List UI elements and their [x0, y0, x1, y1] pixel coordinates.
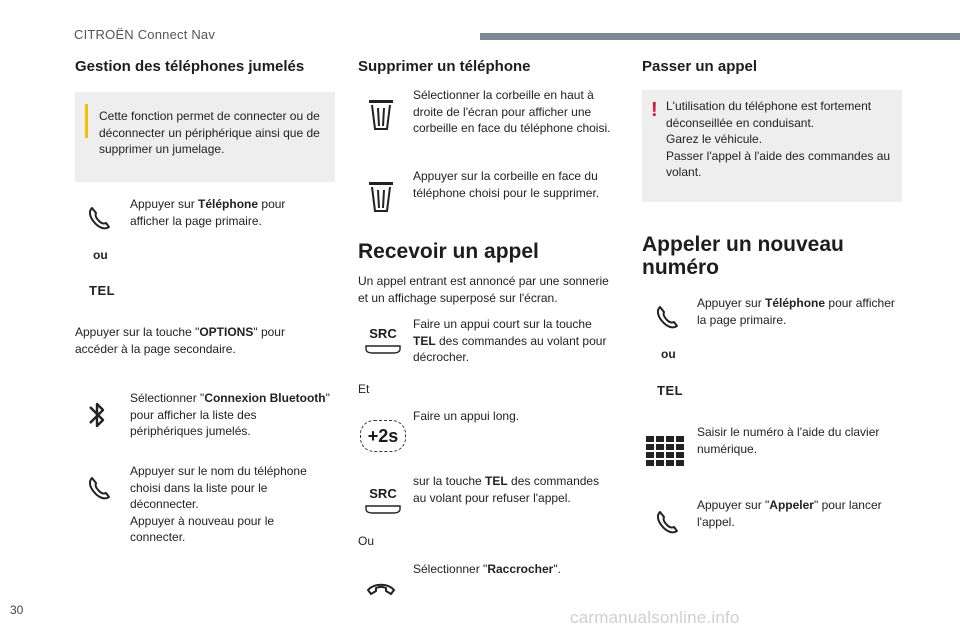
or-label: ou: [93, 248, 108, 262]
src-label: SRC: [369, 326, 397, 341]
src-key-icon: [362, 486, 404, 519]
note-marker: [85, 104, 88, 138]
step-short-press: [413, 316, 613, 366]
keypad-icon: [646, 436, 684, 466]
phone-icon: [86, 474, 114, 502]
bold-term: Raccrocher: [487, 562, 554, 576]
step-press-telephone: [130, 196, 320, 229]
trash-icon: [368, 180, 394, 214]
trash-icon: [368, 98, 394, 132]
step-press-telephone: [697, 295, 897, 328]
step-hang-up: [413, 561, 613, 578]
text-part: ".: [553, 562, 561, 576]
tel-key-label: TEL: [657, 383, 684, 398]
phone-icon: [654, 508, 682, 536]
step-press-call: [697, 497, 897, 530]
text-part: Appuyer sur la touche ": [75, 325, 200, 339]
header-bar: [480, 33, 960, 40]
text-part: " pour lancer l'appel.: [697, 498, 882, 529]
heading-delete-phone: Supprimer un téléphone: [358, 58, 531, 75]
bold-term: TEL: [485, 474, 508, 488]
warning-icon: !: [651, 99, 658, 121]
text-part: " pour afficher la liste des périphériques jumelés.: [130, 391, 330, 438]
header-title: CITROËN Connect Nav: [74, 27, 216, 42]
warning-note: [642, 90, 902, 202]
long-press-icon: [360, 420, 406, 452]
text-line: Garez le véhicule.: [666, 132, 763, 146]
text-line: Appuyer sur le nom du téléphone choisi dans la liste pour le déconnecter.: [130, 464, 307, 511]
text-line: Appuyer à nouveau pour le connecter.: [130, 513, 275, 544]
text-part: Sélectionner ": [413, 562, 488, 576]
page-number: 30: [10, 603, 24, 617]
bold-term: Téléphone: [198, 197, 259, 211]
bold-term: Appeler: [769, 498, 814, 512]
step-refuse-call: [413, 473, 613, 506]
hang-up-icon: [366, 580, 396, 596]
heading-receive-call: Recevoir un appel: [358, 240, 539, 263]
step-press-options: [75, 324, 330, 357]
text-part: Appuyer sur: [697, 296, 766, 310]
step-long-press: Faire un appui long.: [413, 409, 520, 423]
step-select-trash: Sélectionner la corbeille en haut à droite de l'écran pour afficher une corbeille en face du téléphone choisi.: [413, 88, 611, 135]
src-label: SRC: [369, 486, 397, 501]
receive-intro: Un appel entrant est annoncé par une sonnerie et un affichage superposé sur l'écran.: [358, 274, 609, 305]
text-part: pour afficher la page primaire.: [130, 197, 286, 228]
long-press-label: +2s: [367, 425, 399, 446]
step-press-phone-name: [130, 463, 320, 546]
or-label: Ou: [358, 534, 375, 548]
text-part: Sélectionner ": [130, 391, 205, 405]
and-label: Et: [358, 382, 370, 396]
info-note-text: Cette fonction permet de connecter ou de déconnecter un périphérique ainsi que de supprimer un jumelage.: [99, 109, 320, 156]
phone-icon: [86, 204, 114, 232]
text-part: sur la touche: [413, 474, 486, 488]
text-part: Faire un appui court sur la touche: [413, 317, 592, 331]
step-enter-number: Saisir le numéro à l'aide du clavier numérique.: [697, 425, 880, 456]
heading-make-call: Passer un appel: [642, 58, 758, 75]
text-part: " pour accéder à la page secondaire.: [75, 325, 285, 356]
bold-term: Téléphone: [765, 296, 826, 310]
key-base-icon: [362, 344, 404, 354]
phone-icon: [654, 303, 682, 331]
heading-paired-phones: Gestion des téléphones jumelés: [75, 58, 305, 75]
text-part: Appuyer sur ": [697, 498, 770, 512]
info-note: [75, 92, 335, 182]
text-part: des commandes au volant pour décrocher.: [413, 333, 607, 364]
watermark: carmanualsonline.info: [570, 608, 740, 627]
bold-term: TEL: [413, 333, 436, 348]
or-label: ou: [661, 347, 676, 361]
heading-line: numéro: [642, 256, 720, 279]
text-part: des commandes au volant pour refuser l'appel.: [413, 474, 600, 505]
text-line: L'utilisation du téléphone est fortement déconseillée en conduisant.: [666, 99, 872, 130]
heading-new-number: [642, 233, 844, 279]
heading-line: Appeler un nouveau: [642, 233, 844, 256]
key-base-icon: [362, 504, 404, 514]
warning-text: [666, 98, 896, 181]
bold-term: OPTIONS: [199, 325, 254, 339]
tel-key-label: TEL: [89, 283, 116, 298]
text-line: Passer l'appel à l'aide des commandes au volant.: [666, 148, 891, 179]
bluetooth-icon: [86, 398, 108, 432]
text-part: Appuyer sur: [130, 197, 199, 211]
step-select-bluetooth: [130, 390, 330, 440]
text-part: pour afficher la page primaire.: [697, 296, 895, 327]
bold-term: Connexion Bluetooth: [204, 391, 326, 405]
step-press-trash: Appuyer sur la corbeille en face du téléphone choisi pour le supprimer.: [413, 169, 600, 200]
src-key-icon: [362, 326, 404, 359]
